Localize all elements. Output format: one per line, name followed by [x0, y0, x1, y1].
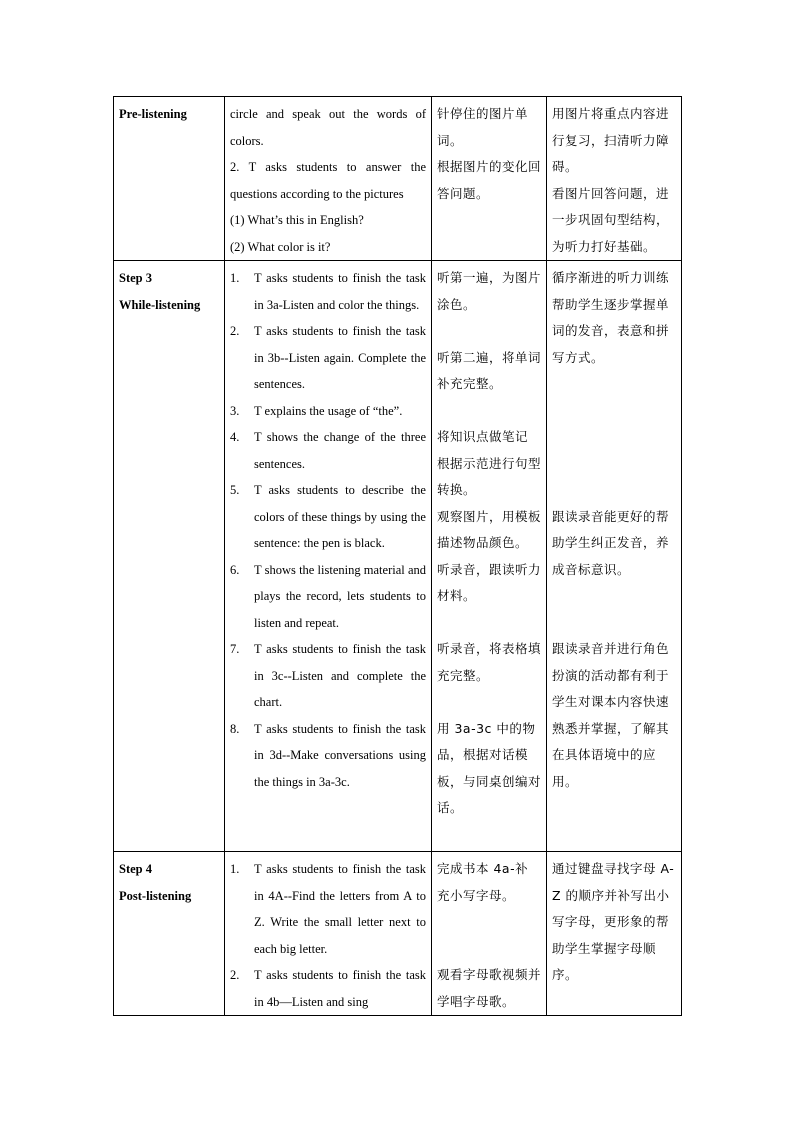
- item-number: 3.: [230, 403, 240, 418]
- step-label: Step 3: [119, 271, 152, 285]
- activity-line: circle and speak out the words of colors.: [230, 107, 426, 148]
- item-number: 2.: [230, 968, 240, 982]
- table-row-post-listening: [114, 852, 682, 1016]
- student-cell: [432, 852, 547, 1016]
- activity-line: (2) What color is it?: [230, 239, 331, 254]
- step-cell: [114, 261, 225, 852]
- item-number: 8.: [230, 721, 240, 736]
- purpose-text: 跟读录音能更好的帮助学生纠正发音，养成音标意识。: [552, 508, 670, 577]
- activity-cell: [225, 97, 432, 261]
- student-activity: 听第一遍，为图片涂色。: [437, 270, 542, 312]
- list-item: [230, 424, 426, 477]
- table-row-pre-listening: [114, 97, 682, 261]
- item-number: 1.: [230, 862, 240, 876]
- student-activity: 观看字母歌视频并学唱字母歌。: [437, 967, 542, 1009]
- item-text: T asks students to finish the task in 3b--Listen again. Complete the sentences.: [254, 324, 426, 391]
- lesson-plan-table: [113, 96, 682, 1016]
- activity-line: 2. T asks students to answer the questions according to the pictures: [230, 160, 426, 201]
- list-item: [230, 477, 426, 557]
- item-text: T explains the usage of “the”.: [254, 403, 403, 418]
- item-text: T asks students to finish the task in 3c--Listen and complete the chart.: [254, 642, 426, 709]
- item-number: 6.: [230, 562, 240, 577]
- list-item: [230, 265, 426, 318]
- item-text: T asks students to describe the colors of these things by using the sentence: the pen is black.: [254, 483, 426, 550]
- item-text: T asks students to finish the task in 4A--Find the letters from A to Z. Write the small letter next to each big letter.: [254, 862, 426, 956]
- item-number: 5.: [230, 483, 240, 497]
- list-item: [230, 716, 426, 796]
- student-activity: 听录音，跟读听力材料。: [437, 561, 542, 603]
- student-activity: 针停住的图片单词。: [437, 106, 529, 148]
- purpose-cell: [547, 852, 682, 1016]
- item-number: 2.: [230, 324, 240, 338]
- student-activity: 观察图片，用模板描述物品颜色。: [437, 508, 542, 550]
- student-activity: 完成书本 4a-补充小写字母。: [437, 861, 529, 903]
- item-text: T asks students to finish the task in 3a-Listen and color the things.: [254, 271, 426, 312]
- student-activity: 根据示范进行句型转换。: [437, 455, 542, 497]
- purpose-cell: [547, 261, 682, 852]
- student-activity: 根据图片的变化回答问题。: [437, 159, 542, 201]
- list-item: [230, 962, 426, 1015]
- list-item: [230, 398, 426, 425]
- item-number: 1.: [230, 271, 240, 285]
- step-label: Step 4: [119, 862, 152, 876]
- step-title: While-listening: [119, 297, 201, 312]
- item-text: T shows the listening material and plays the record, lets students to listen and repeat.: [254, 562, 426, 630]
- purpose-text: 跟读录音并进行角色扮演的活动都有利于学生对课本内容快速熟悉并掌握，了解其在具体语境中的应用。: [552, 641, 670, 789]
- list-item: [230, 557, 426, 637]
- student-activity: 听第二遍，将单词补充完整。: [437, 349, 542, 391]
- activity-cell: [225, 261, 432, 852]
- step-title: Pre-listening: [119, 107, 187, 121]
- purpose-text: 循序渐进的听力训练帮助学生逐步掌握单词的发音，表意和拼写方式。: [552, 270, 670, 365]
- purpose-text: 通过键盘寻找字母 A-Z 的顺序并补写出小写字母，更形象的帮助学生掌握字母顺序。: [552, 861, 675, 982]
- item-text: T asks students to finish the task in 3d--Make conversations using the things in 3a-3c.: [254, 721, 426, 789]
- student-cell: [432, 261, 547, 852]
- student-activity: 用 3a-3c 中的物品，根据对话模板，与同桌创编对话。: [437, 720, 542, 815]
- student-activity: 将知识点做笔记: [437, 429, 529, 444]
- item-number: 7.: [230, 642, 240, 656]
- table-row-while-listening: [114, 261, 682, 852]
- step-cell: [114, 97, 225, 261]
- student-activity: 听录音，将表格填充完整。: [437, 641, 542, 683]
- activity-cell: [225, 852, 432, 1016]
- item-number: 4.: [230, 430, 240, 444]
- item-text: T shows the change of the three sentences.: [254, 430, 426, 471]
- activity-line: (1) What’s this in English?: [230, 213, 364, 227]
- purpose-cell: [547, 97, 682, 261]
- purpose-text: 看图片回答问题，进一步巩固句型结构，为听力打好基础。: [552, 185, 670, 254]
- student-cell: [432, 97, 547, 261]
- item-text: T asks students to finish the task in 4b—Listen and sing: [254, 968, 426, 1009]
- step-cell: [114, 852, 225, 1016]
- list-item: [230, 318, 426, 398]
- step-title: Post-listening: [119, 888, 192, 903]
- purpose-text: 用图片将重点内容进行复习，扫清听力障碍。: [552, 106, 670, 174]
- list-item: [230, 856, 426, 962]
- list-item: [230, 636, 426, 716]
